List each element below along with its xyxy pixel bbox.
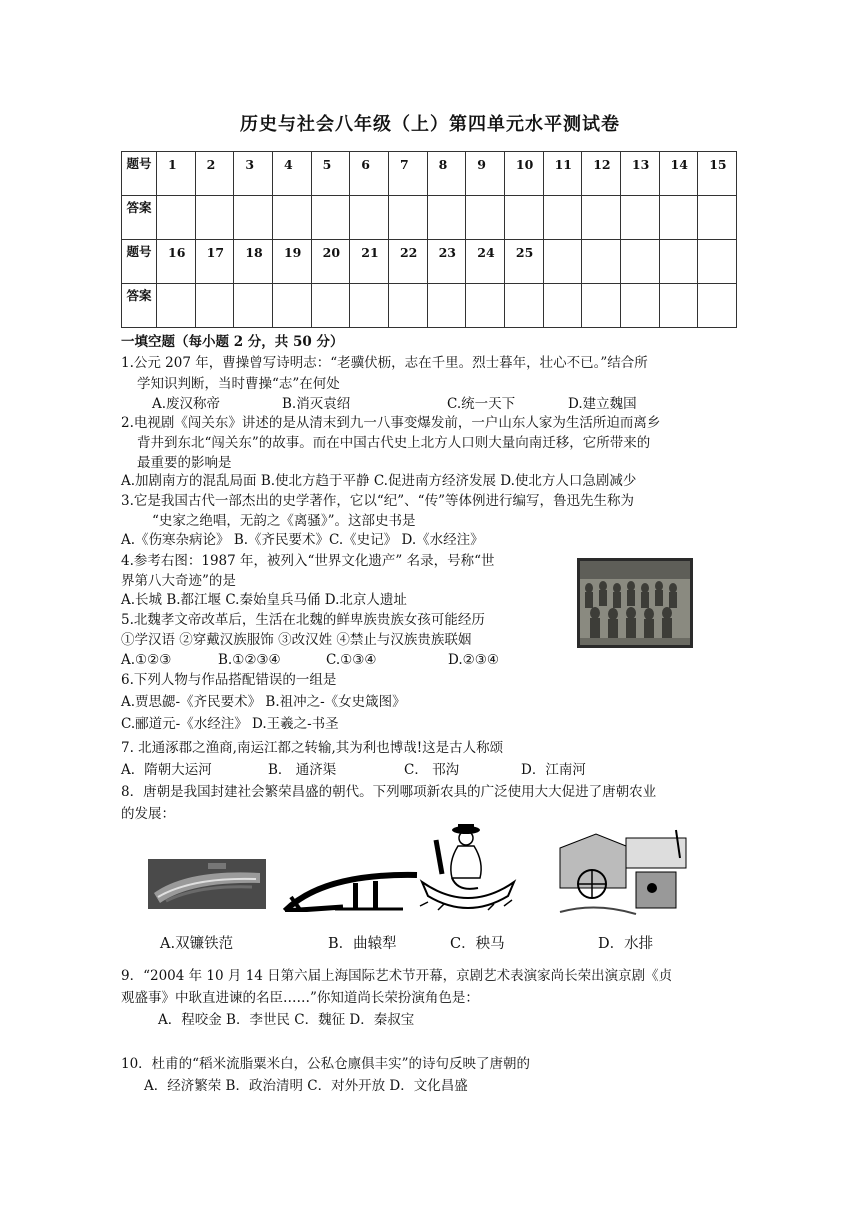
- curved-plow-image: [283, 867, 420, 912]
- question-6-line-2: A.贾思勰-《齐民要术》 B.祖冲之-《女史箴图》: [121, 694, 406, 710]
- question-8-option-a: A.双镰铁范: [160, 936, 234, 952]
- answer-cell[interactable]: [620, 196, 659, 240]
- table-row: [122, 240, 737, 284]
- rice-transplanting-horse-image: [418, 822, 518, 917]
- question-10-line-1: 10．杜甫的“稻米流脂粟米白，公私仓廪俱丰实”的诗句反映了唐朝的: [121, 1056, 530, 1072]
- question-5-option-a: A.①②③: [121, 652, 172, 668]
- question-7-option-b: B． 通济渠: [268, 762, 337, 778]
- table-cell: [582, 240, 621, 284]
- water-bellows-image: [556, 828, 694, 918]
- question-3-line-1: 3.它是我国古代一部杰出的史学著作，它以“纪”、“传”等体例进行编写，鲁迅先生称为: [121, 493, 634, 509]
- question-7-option-c: C． 邗沟: [404, 762, 460, 778]
- question-7-option-a: A．隋朝大运河: [121, 762, 212, 778]
- table-cell: 25: [504, 240, 543, 284]
- table-cell: 22: [388, 240, 427, 284]
- table-cell: [543, 240, 582, 284]
- answer-cell[interactable]: [427, 284, 466, 328]
- answer-cell[interactable]: [272, 196, 311, 240]
- question-8-line-2: 的发展：: [121, 806, 175, 822]
- answer-cell[interactable]: [427, 196, 466, 240]
- rice-transplanting-horse-drawing: [418, 822, 518, 917]
- question-8-line-1: 8．唐朝是我国封建社会繁荣昌盛的朝代。下列哪项新农具的广泛使用大大促进了唐朝农业: [121, 784, 657, 800]
- question-9-options: A．程咬金 B．李世民 C．魏征 D．秦叔宝: [158, 1012, 415, 1028]
- question-1-option-a: A.废汉称帝: [152, 396, 221, 412]
- table-cell: 14: [659, 152, 698, 196]
- answer-cell[interactable]: [350, 196, 389, 240]
- curved-plow-drawing: [283, 867, 420, 912]
- row-label-answer: 答案: [122, 284, 157, 328]
- row-label-answer: 答案: [122, 196, 157, 240]
- question-2-options: A.加剧南方的混乱局面 B.使北方趋于平静 C.促进南方经济发展 D.使北方人口急剧减少: [121, 473, 637, 489]
- table-cell: 13: [620, 152, 659, 196]
- question-9-line-1: 9．“2004 年 10 月 14 日第六届上海国际艺术节开幕，京剧艺术表演家尚长荣出演京剧《贞: [121, 968, 673, 984]
- table-row: [122, 196, 737, 240]
- table-row: [122, 284, 737, 328]
- answer-cell[interactable]: [659, 284, 698, 328]
- question-4-line-1: 4.参考右图：1987 年，被列入“世界文化遗产” 名录，号称“世: [121, 553, 495, 569]
- table-cell: 20: [311, 240, 350, 284]
- section-heading: 一填空题（每小题 2 分，共 50 分）: [121, 334, 344, 350]
- answer-cell[interactable]: [272, 284, 311, 328]
- answer-cell[interactable]: [466, 196, 505, 240]
- answer-cell[interactable]: [504, 196, 543, 240]
- row-label-number: 题号: [122, 240, 157, 284]
- question-5-option-b: B.①②③④: [218, 652, 281, 668]
- answer-cell[interactable]: [195, 284, 234, 328]
- question-1-line-1: 1.公元 207 年，曹操曾写诗明志：“老骥伏枥，志在千里。烈士暮年，壮心不已。”结合所: [121, 355, 648, 371]
- table-cell: 4: [272, 152, 311, 196]
- table-cell: 21: [350, 240, 389, 284]
- answer-cell[interactable]: [157, 284, 196, 328]
- table-cell: [698, 240, 737, 284]
- table-cell: 9: [466, 152, 505, 196]
- answer-cell[interactable]: [466, 284, 505, 328]
- question-10-options: A．经济繁荣 B．政治清明 C．对外开放 D．文化昌盛: [144, 1078, 468, 1094]
- answer-cell[interactable]: [698, 196, 737, 240]
- answer-cell[interactable]: [388, 196, 427, 240]
- question-4-options: A.长城 B.都江堰 C.秦始皇兵马俑 D.北京人遗址: [121, 592, 407, 608]
- answer-cell[interactable]: [543, 284, 582, 328]
- table-cell: 5: [311, 152, 350, 196]
- table-cell: 1: [157, 152, 196, 196]
- question-3-line-2: “史家之绝唱，无韵之《离骚》”。这部史书是: [152, 513, 416, 529]
- table-cell: 23: [427, 240, 466, 284]
- row-label-number: 题号: [122, 152, 157, 196]
- question-1-option-b: B.消灭袁绍: [282, 396, 351, 412]
- question-5-option-d: D.②③④: [448, 652, 499, 668]
- question-8-option-c: C．秧马: [450, 936, 505, 952]
- table-row: [122, 152, 737, 196]
- question-8-option-d: D．水排: [598, 936, 654, 952]
- question-5-line-1: 5.北魏孝文帝改革后，生活在北魏的鲜卑族贵族女孩可能经历: [121, 612, 485, 628]
- question-6-line-3: C.郦道元-《水经注》 D.王羲之-书圣: [121, 716, 339, 732]
- answer-cell[interactable]: [698, 284, 737, 328]
- question-2-line-1: 2.电视剧《闯关东》讲述的是从清末到九一八事变爆发前，一户山东人家为生活所迫而离乡: [121, 415, 661, 431]
- table-cell: [659, 240, 698, 284]
- table-cell: 15: [698, 152, 737, 196]
- table-cell: 17: [195, 240, 234, 284]
- answer-cell[interactable]: [195, 196, 234, 240]
- answer-cell[interactable]: [582, 196, 621, 240]
- question-9-line-2: 观盛事》中耿直进谏的名臣……”你知道尚长荣扮演角色是：: [121, 990, 479, 1006]
- iron-sickle-mold-image: [148, 859, 266, 909]
- answer-cell[interactable]: [311, 196, 350, 240]
- question-1-option-c: C.统一天下: [447, 396, 516, 412]
- answer-cell[interactable]: [234, 196, 273, 240]
- question-2-line-2: 背井到东北“闯关东”的故事。而在中国古代史上北方人口则大量向南迁移，它所带来的: [137, 435, 651, 451]
- terracotta-warriors-drawing: [577, 558, 693, 648]
- question-1-option-d: D.建立魏国: [568, 396, 637, 412]
- answer-cell[interactable]: [388, 284, 427, 328]
- answer-cell[interactable]: [350, 284, 389, 328]
- question-7-line-1: 7. 北通涿郡之渔商,南运江都之转输,其为利也博哉!这是古人称颂: [121, 740, 504, 756]
- terracotta-warriors-image: [577, 558, 693, 648]
- table-cell: 18: [234, 240, 273, 284]
- page-title: 历史与社会八年级（上）第四单元水平测试卷: [240, 114, 620, 135]
- answer-cell[interactable]: [659, 196, 698, 240]
- table-cell: 7: [388, 152, 427, 196]
- question-5-line-2: ①学汉语 ②穿戴汉族服饰 ③改汉姓 ④禁止与汉族贵族联姻: [121, 632, 472, 648]
- answer-cell[interactable]: [504, 284, 543, 328]
- table-cell: 11: [543, 152, 582, 196]
- question-2-line-3: 最重要的影响是: [137, 455, 232, 471]
- question-5-option-c: C.①③④: [326, 652, 377, 668]
- question-8-option-b: B．曲辕犁: [328, 936, 397, 952]
- question-1-line-2: 学知识判断，当时曹操“志”在何处: [137, 376, 340, 392]
- table-cell: 10: [504, 152, 543, 196]
- water-bellows-drawing: [556, 828, 694, 918]
- question-3-options: A.《伤寒杂病论》 B.《齐民要术》C.《史记》 D.《水经注》: [121, 532, 484, 548]
- question-4-line-2: 界第八大奇迹”的是: [121, 573, 236, 589]
- answer-cell[interactable]: [543, 196, 582, 240]
- answer-cell[interactable]: [234, 284, 273, 328]
- table-cell: 16: [157, 240, 196, 284]
- table-cell: 24: [466, 240, 505, 284]
- iron-sickle-mold-drawing: [148, 859, 266, 909]
- table-cell: 3: [234, 152, 273, 196]
- answer-cell[interactable]: [311, 284, 350, 328]
- question-7-option-d: D．江南河: [521, 762, 586, 778]
- table-cell: 6: [350, 152, 389, 196]
- answer-cell[interactable]: [620, 284, 659, 328]
- table-cell: 19: [272, 240, 311, 284]
- answer-cell[interactable]: [582, 284, 621, 328]
- table-cell: 8: [427, 152, 466, 196]
- table-cell: 12: [582, 152, 621, 196]
- table-cell: 2: [195, 152, 234, 196]
- answer-table: [121, 151, 737, 328]
- question-6-line-1: 6.下列人物与作品搭配错误的一组是: [121, 672, 337, 688]
- table-cell: [620, 240, 659, 284]
- answer-cell[interactable]: [157, 196, 196, 240]
